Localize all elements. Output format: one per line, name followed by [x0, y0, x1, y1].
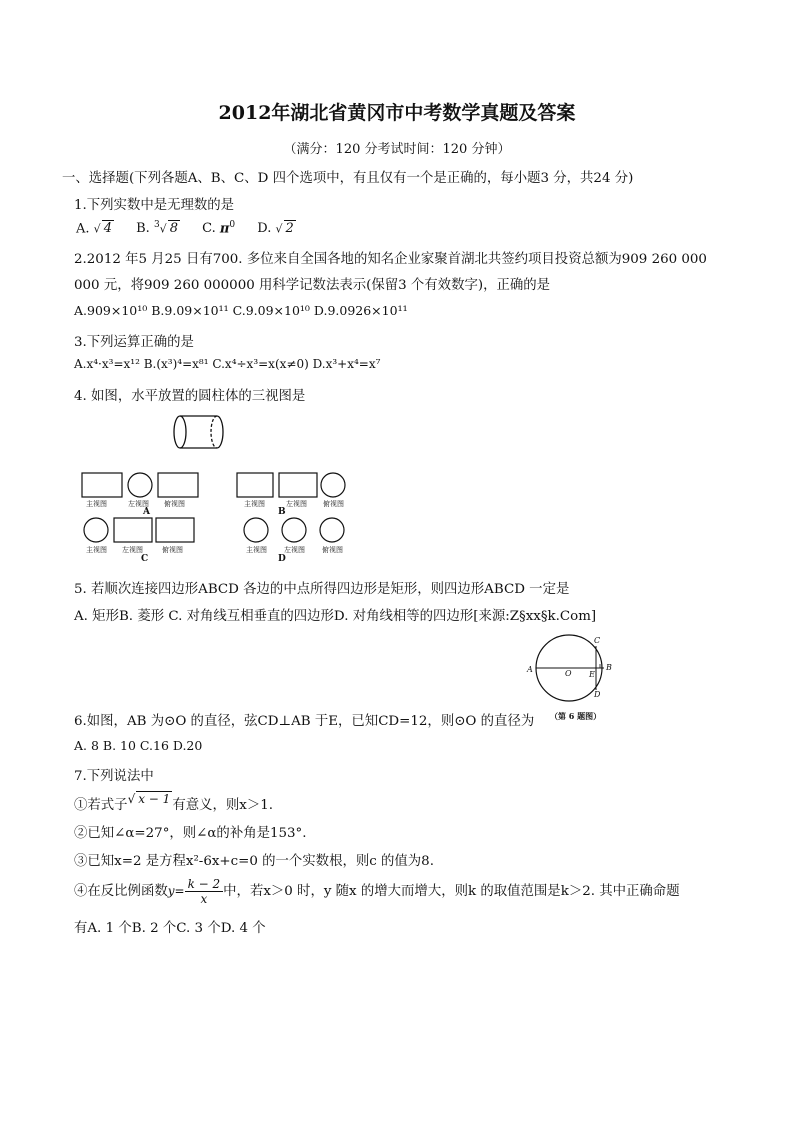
option-d-label: D.: [257, 221, 272, 237]
option-b-value: 8: [169, 221, 178, 237]
question-2-options: A.909×10¹⁰ B.9.09×10¹¹ C.9.09×10¹⁰ D.9.0926×10¹¹: [74, 303, 408, 318]
question-5-stem: 5. 若顺次连接四边形ABCD 各边的中点所得四边形是矩形，则四边形ABCD 一定是: [74, 582, 570, 597]
question-7-stem: 7.下列说法中: [74, 769, 154, 784]
statement-4: [74, 876, 680, 907]
cylinder-views-figure: [70, 408, 370, 568]
question-2-line-2: 000 元，将909 260 000000 用科学记数法表示(保留3 个有效数字)，正确的是: [74, 278, 551, 293]
statement-4-prefix: ④在反比例函数: [74, 884, 168, 899]
c-side-view-label: 左视图: [122, 546, 143, 554]
point-a-label: A: [527, 665, 533, 674]
option-b-label: B.: [136, 221, 150, 237]
option-d-views: [244, 518, 344, 542]
a-side-view-label: 左视图: [128, 500, 149, 508]
cylinder-drawing: [174, 416, 223, 448]
circle-diameter-figure: [520, 628, 620, 708]
statement-1-radicand: x − 1: [138, 792, 171, 806]
b-top-view-label: 俯视图: [323, 500, 344, 508]
b-front-view-label: 主视图: [244, 500, 265, 508]
point-b-label: B: [606, 663, 612, 672]
question-6-stem: 6.如图，AB 为⊙O 的直径，弦CD⊥AB 于E，已知CD=12，则⊙O 的直径为: [74, 714, 535, 729]
question-1-stem: 1.下列实数中是无理数的是: [74, 198, 235, 213]
option-a-letter: A: [143, 507, 150, 517]
fraction-numerator: k − 2: [185, 877, 224, 892]
function-y: y=: [167, 884, 185, 898]
c-top-view-label: 俯视图: [162, 546, 183, 554]
b-side-view-label: 左视图: [286, 500, 307, 508]
option-a-label: A.: [76, 221, 90, 237]
option-a-views: [82, 473, 198, 497]
option-c-value: π: [219, 221, 230, 237]
a-front-view-label: 主视图: [86, 500, 107, 508]
a-top-view-label: 俯视图: [164, 500, 185, 508]
fraction: [185, 877, 224, 906]
question-1-options: A. √ 4 B. $^3$√ 8 C. $\pi^0$ D. √ 2: [76, 220, 294, 237]
question-7-options: 有A. 1 个B. 2 个C. 3 个D. 4 个: [74, 921, 266, 936]
option-b-letter: B: [278, 507, 286, 517]
statement-3: ③已知x=2 是方程x²-6x+c=0 的一个实数根，则c 的值为8.: [74, 854, 434, 869]
exam-info: （满分：120 分考试时间：120 分钟）: [283, 142, 511, 157]
option-b-views: [237, 473, 345, 497]
question-5-options: A. 矩形B. 菱形 C. 对角线互相垂直的四边形D. 对角线相等的四边形[来源:Z§xx§k.Com]: [74, 609, 597, 624]
d-top-view-label: 俯视图: [322, 546, 343, 554]
question-3-stem: 3.下列运算正确的是: [74, 335, 194, 350]
point-d-label: D: [594, 690, 601, 699]
figure-6-caption: （第 6 题图）: [550, 711, 602, 721]
statement-1: ①若式子√ x − 1 有意义，则x＞1.: [74, 792, 273, 813]
c-front-view-label: 主视图: [86, 546, 107, 554]
question-2-line-1: 2.2012 年5 月25 日有700. 多位来自全国各地的知名企业家聚首湖北共签约项目投资总额为909 260 000: [74, 252, 707, 267]
option-d-value: 2: [285, 221, 294, 237]
section-heading: 一、选择题(下列各题A、B、C、D 四个选项中，有且仅有一个是正确的，每小题3 分，共24 分): [62, 171, 634, 186]
d-front-view-label: 主视图: [246, 546, 267, 554]
question-3-options: A.x⁴·x³=x¹² B.(x³)⁴=x⁸¹ C.x⁴÷x³=x(x≠0) D.x³+x⁴=x⁷: [74, 357, 381, 371]
statement-1-suffix: 有意义，则x＞1.: [172, 798, 273, 813]
option-c-views: [84, 518, 194, 542]
option-c-letter: C: [141, 554, 149, 564]
question-6-options: A. 8 B. 10 C.16 D.20: [74, 738, 203, 753]
option-c-label: C.: [202, 221, 216, 237]
option-c-exponent: 0: [229, 220, 236, 230]
statement-2: ②已知∠α=27°，则∠α的补角是153°.: [74, 826, 307, 841]
page-title: 2012年湖北省黄冈市中考数学真题及答案: [218, 102, 576, 124]
question-4-stem: 4. 如图，水平放置的圆柱体的三视图是: [74, 389, 306, 404]
point-e-label: E: [589, 670, 595, 679]
point-o-label: O: [565, 669, 572, 678]
point-c-label: C: [594, 636, 601, 645]
option-a-value: 4: [103, 221, 112, 237]
option-d-letter: D: [278, 554, 286, 564]
statement-4-suffix: 中，若x＞0 时，y 随x 的增大而增大，则k 的取值范围是k＞2. 其中正确命题: [223, 884, 680, 899]
fraction-denominator: x: [200, 892, 208, 906]
option-b-index: 3: [153, 220, 160, 230]
statement-1-prefix: ①若式子: [74, 798, 128, 813]
d-side-view-label: 左视图: [284, 546, 305, 554]
